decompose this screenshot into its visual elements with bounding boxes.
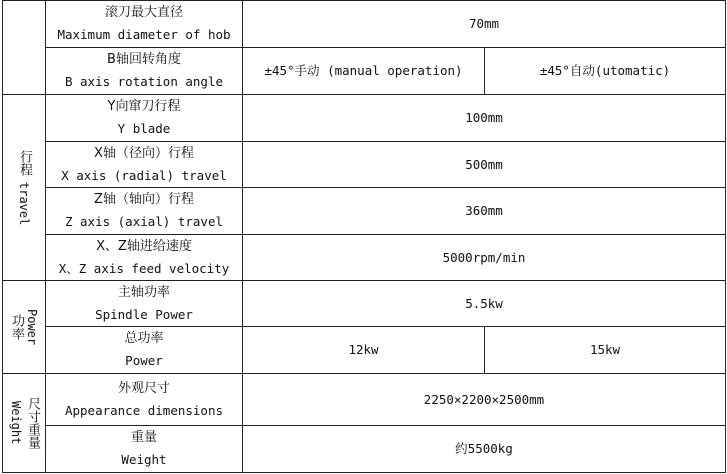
param-en-label: Power (125, 353, 163, 368)
table-row (3, 235, 726, 281)
table-row (3, 426, 726, 473)
table-row (3, 48, 726, 95)
value-cell: 5000rpm/min (243, 235, 726, 281)
table-row (3, 142, 726, 188)
group-en-label: travel (17, 181, 31, 226)
group-cell-blank (3, 1, 46, 95)
param-en-label: Maximum diameter of hob (57, 27, 231, 42)
param-cn-label: Z轴（轴向）行程 (94, 192, 194, 207)
value-cell-auto: ±45°自动(utomatic) (485, 48, 726, 95)
table-row (3, 374, 726, 426)
table-row (3, 1, 726, 48)
param-en-label: Spindle Power (95, 306, 193, 322)
group-cn-label: 功率 (9, 314, 24, 340)
group-en-label: Weight (9, 401, 23, 445)
param-cn-label: 重量 (130, 430, 157, 445)
value-cell: 约5500kg (243, 426, 726, 473)
param-cell (46, 281, 243, 327)
param-cn-label: 滚刀最大直径 (104, 5, 183, 20)
value-cell: 5.5kw (243, 281, 726, 327)
spec-table (2, 0, 726, 473)
group-cell-travel (3, 95, 46, 281)
group-cn-label: 尺寸重量 (25, 397, 40, 449)
param-cn-label: 总功率 (124, 331, 164, 346)
param-cn-label: 主轴功率 (117, 284, 170, 300)
param-cell (46, 188, 243, 235)
param-cn-label: B轴回转角度 (107, 52, 181, 67)
param-en-label: Y blade (117, 121, 171, 136)
param-cn-label: 外观尺寸 (117, 380, 170, 396)
param-cell (46, 374, 243, 426)
table-row (3, 188, 726, 235)
group-cell-weight (3, 374, 46, 473)
param-en-label: X axis (radial) travel (61, 167, 227, 183)
param-cell (46, 235, 243, 281)
param-cn-label: Y向窜刀行程 (107, 99, 181, 114)
param-en-label: Appearance dimensions (64, 402, 224, 418)
table-row (3, 281, 726, 327)
value-cell: 2250×2200×2500mm (243, 374, 726, 426)
value-cell-a: 12kw (243, 327, 485, 374)
group-cell-power (3, 281, 46, 374)
value-cell: 70mm (243, 1, 726, 48)
param-cell (46, 142, 243, 188)
param-en-label: Weight (121, 452, 167, 467)
value-cell: 100mm (243, 95, 726, 142)
table-row (3, 95, 726, 142)
group-cn-label: 行程 (17, 149, 32, 176)
param-en-label: B axis rotation angle (64, 74, 224, 89)
param-cell (46, 327, 243, 374)
param-cell (46, 426, 243, 473)
table-row (3, 327, 726, 374)
group-en-label: Power (25, 308, 39, 346)
param-en-label: X、Z axis feed velocity (58, 260, 230, 276)
value-cell-manual: ±45°手动 (manual operation) (243, 48, 485, 95)
param-cell (46, 95, 243, 142)
value-cell: 360mm (243, 188, 726, 235)
param-cn-label: X轴（径向）行程 (94, 145, 194, 161)
value-cell: 500mm (243, 142, 726, 188)
value-cell-b: 15kw (485, 327, 726, 374)
param-cn-label: X、Z轴进给速度 (96, 238, 192, 254)
param-en-label: Z axis (axial) travel (64, 214, 224, 229)
param-cell (46, 48, 243, 95)
param-cell (46, 1, 243, 48)
